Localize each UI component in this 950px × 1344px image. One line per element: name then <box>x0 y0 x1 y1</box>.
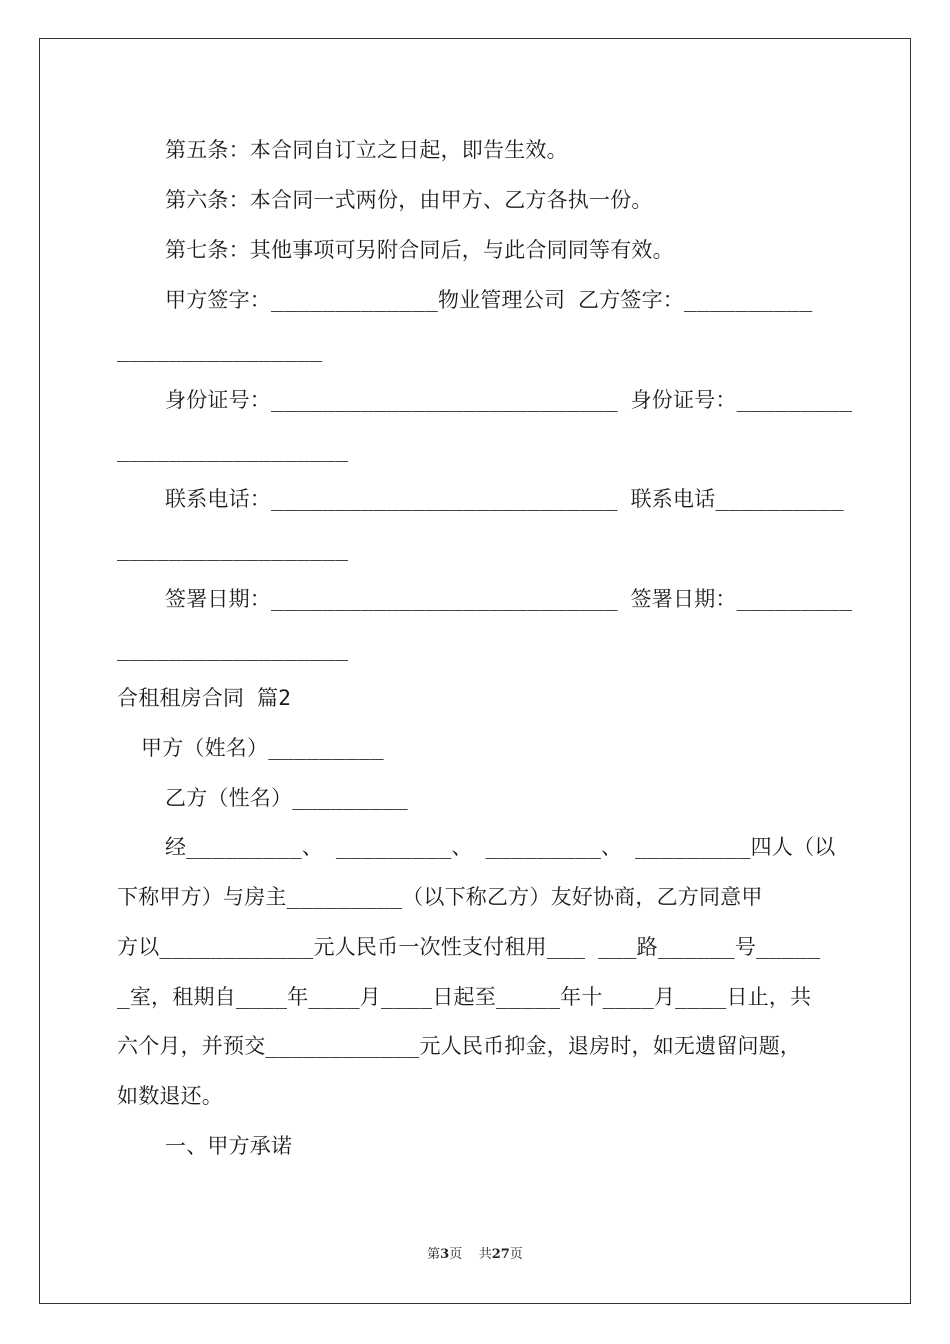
footer-total-prefix: 共 <box>478 1247 492 1262</box>
clause-6: 第六条：本合同一式两份，由甲方、乙方各执一份。 <box>165 188 653 212</box>
party-a-name: 甲方（姓名）_________ <box>141 736 384 760</box>
body-line-4: _室，租期自____年____月____日起至_____年十____月____日止，共 <box>117 985 812 1009</box>
date-line: 签署日期：___________________________ 签署日期：_________ <box>165 587 853 611</box>
total-pages: 27 <box>491 1247 510 1262</box>
footer-prefix: 第 <box>427 1247 441 1262</box>
body-line-5: 六个月，并预交____________元人民币抑金，退房时，如无遗留问题， <box>117 1034 802 1058</box>
id-number-line: 身份证号：___________________________ 身份证号：_________ <box>165 388 853 412</box>
footer-page-suffix: 页 <box>449 1247 463 1262</box>
clause-7: 第七条：其他事项可另附合同后，与此合同同等有效。 <box>165 238 674 262</box>
signature-line: 甲方签字：_____________物业管理公司 乙方签字：__________ <box>165 288 813 312</box>
body-line-3: 方以____________元人民币一次性支付租用___ ___路______号_____ <box>117 935 821 959</box>
heading-party-a-promise: 一、甲方承诺 <box>165 1134 293 1158</box>
signature-line-cont: ________________ <box>117 338 323 362</box>
date-line-cont: __________________ <box>117 637 349 661</box>
footer-total-suffix: 页 <box>509 1247 523 1262</box>
phone-line-cont: __________________ <box>117 537 349 561</box>
phone-line: 联系电话：___________________________ 联系电话__________ <box>165 487 844 511</box>
body-line-2: 下称甲方）与房主_________（以下称乙方）友好协商，乙方同意甲 <box>117 885 763 909</box>
page-frame <box>39 38 911 1304</box>
party-b-name: 乙方（性名）_________ <box>165 786 408 810</box>
section-title: 合租租房合同 篇2 <box>117 686 292 710</box>
body-line-6: 如数退还。 <box>117 1084 223 1108</box>
id-number-line-cont: __________________ <box>117 438 349 462</box>
page-footer <box>0 1246 950 1264</box>
body-line-1: 经_________、 _________、 _________、 _________四人（以 <box>165 835 836 859</box>
page-number: 3 <box>440 1247 450 1262</box>
clause-5: 第五条：本合同自订立之日起，即告生效。 <box>165 138 568 162</box>
